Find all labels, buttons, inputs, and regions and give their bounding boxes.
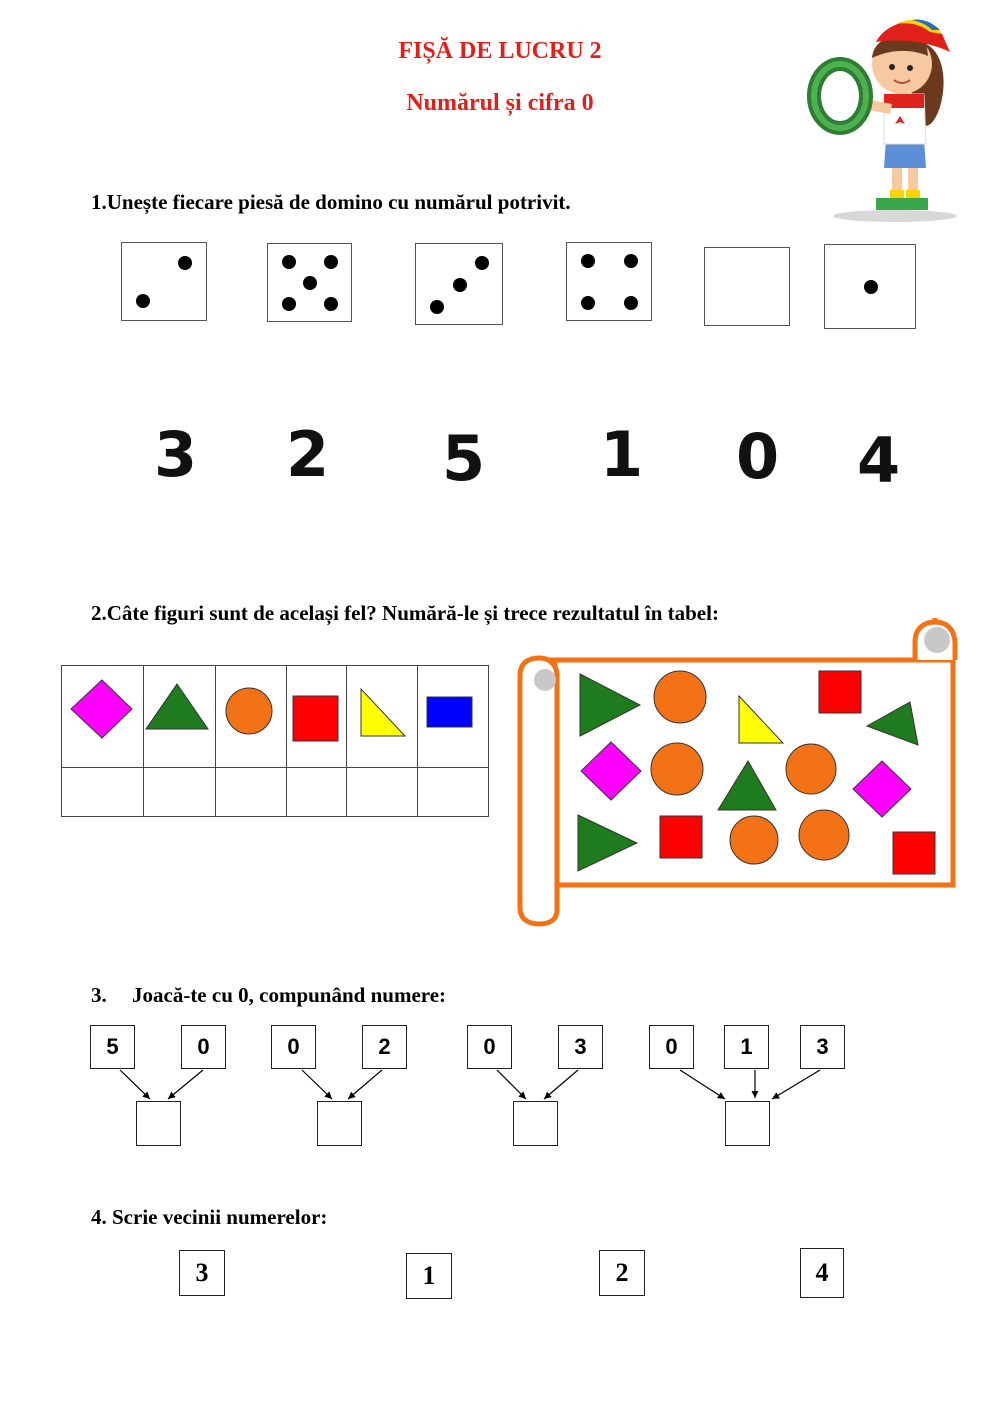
count-answer-cell[interactable] [418, 768, 489, 817]
domino-piece-zero[interactable] [704, 247, 790, 326]
magenta-diamond-icon [62, 666, 143, 762]
compose-digit-box: 5 [90, 1025, 135, 1069]
domino-dot [303, 276, 317, 290]
scroll-orange-circle [654, 671, 706, 723]
domino-dot [282, 297, 296, 311]
task2-instruction: 2.Câte figuri sunt de același fel? Numără-le și trece rezultatul în tabel: [91, 601, 719, 625]
scroll-orange-circle [651, 743, 703, 795]
number-target[interactable]: 3 [154, 418, 198, 491]
domino-dot [324, 297, 338, 311]
domino-dot [324, 255, 338, 269]
neighbor-number-box: 4 [800, 1248, 844, 1298]
domino-dot [624, 296, 638, 310]
table-header-cell [216, 666, 287, 768]
neighbor-number-box: 1 [406, 1253, 452, 1299]
task3-number: 3. [91, 983, 107, 1007]
scroll-orange-circle [730, 816, 778, 864]
domino-dot [430, 300, 444, 314]
compose-digit-box: 0 [649, 1025, 694, 1069]
count-answer-cell[interactable] [287, 768, 347, 817]
neighbor-number-box: 2 [599, 1250, 645, 1296]
compose-digit-box: 0 [467, 1025, 512, 1069]
task3-instruction: Joacă-te cu 0, compunând numere: [132, 983, 447, 1007]
domino-dot [581, 296, 595, 310]
page-title: FIȘĂ DE LUCRU 2 [398, 38, 602, 64]
domino-dot [864, 280, 878, 294]
compose-digit-box: 1 [724, 1025, 769, 1069]
table-header-cell [144, 666, 216, 768]
domino-dot [624, 254, 638, 268]
number-target[interactable]: 1 [600, 418, 644, 491]
domino-dot [178, 256, 192, 270]
compose-digit-box: 3 [558, 1025, 603, 1069]
scroll-orange-circle [799, 810, 849, 860]
compose-digit-box: 2 [362, 1025, 407, 1069]
domino-dot [282, 255, 296, 269]
number-target[interactable]: 5 [442, 422, 486, 495]
domino-piece-three[interactable] [415, 243, 503, 325]
table-header-cell [418, 666, 489, 768]
compose-answer-box[interactable] [136, 1101, 181, 1146]
page-subtitle: Numărul și cifra 0 [406, 90, 594, 116]
neighbor-number-box: 3 [179, 1250, 225, 1296]
count-answer-cell[interactable] [347, 768, 418, 817]
shapes-scroll [515, 618, 960, 928]
number-target[interactable]: 4 [857, 424, 901, 497]
domino-dot [453, 278, 467, 292]
compose-digit-box: 3 [800, 1025, 845, 1069]
red-square-icon [287, 666, 346, 762]
count-answer-cell[interactable] [144, 768, 216, 817]
domino-piece-five[interactable] [267, 243, 352, 322]
count-table [61, 665, 489, 817]
blue-rectangle-icon [418, 666, 488, 762]
task4-instruction: 4. Scrie vecinii numerelor: [91, 1205, 328, 1229]
green-triangle-icon [144, 666, 215, 762]
count-answer-cell[interactable] [216, 768, 287, 817]
orange-circle-icon [216, 666, 286, 762]
compose-digit-box: 0 [181, 1025, 226, 1069]
domino-dot [136, 294, 150, 308]
yellow-right-triangle-icon [347, 666, 417, 762]
domino-piece-two[interactable] [121, 242, 207, 321]
girl-with-zero-illustration [800, 12, 970, 224]
compose-answer-box[interactable] [317, 1101, 362, 1146]
number-target[interactable]: 2 [286, 418, 330, 491]
compose-answer-box[interactable] [725, 1101, 770, 1146]
table-header-cell [347, 666, 418, 768]
compose-digit-box: 0 [271, 1025, 316, 1069]
domino-dot [475, 256, 489, 270]
table-header-cell [287, 666, 347, 768]
domino-dot [581, 254, 595, 268]
count-answer-cell[interactable] [62, 768, 144, 817]
scroll-orange-circle [786, 744, 836, 794]
number-target[interactable]: 0 [736, 420, 780, 493]
compose-answer-box[interactable] [513, 1101, 558, 1146]
domino-piece-one[interactable] [824, 244, 916, 329]
task1-instruction: 1.Unește fiecare piesă de domino cu numărul potrivit. [91, 190, 571, 214]
domino-piece-four[interactable] [566, 242, 652, 321]
table-header-cell [62, 666, 144, 768]
scroll-red-square [660, 816, 702, 858]
scroll-red-square [819, 671, 861, 713]
scroll-red-square [893, 832, 935, 874]
